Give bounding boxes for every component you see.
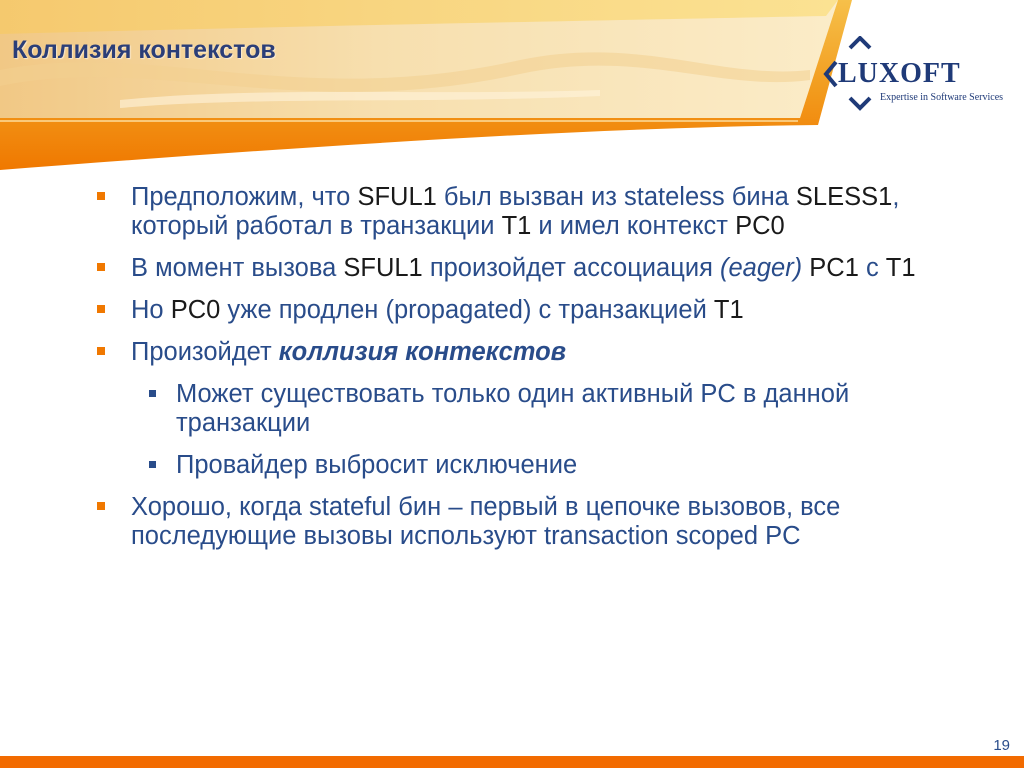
keyword: SFUL1	[343, 254, 423, 282]
bullet-text: уже продлен (propagated) с транзакцией	[220, 296, 714, 324]
bullet-text: В момент вызова	[131, 254, 344, 282]
keyword: T1	[501, 212, 532, 240]
sub-bullet-text: Провайдер выбросит исключение	[176, 451, 578, 479]
bullet-text: Предположим, что	[131, 183, 358, 211]
bullet-text: Но	[131, 296, 171, 324]
sub-bullet-text: Может существовать только один активный PC в данной транзакции	[176, 380, 850, 437]
bullet-item	[0, 183, 1024, 241]
bullet-marker	[97, 347, 105, 355]
bullet-marker	[97, 263, 105, 271]
sub-bullet-marker	[149, 390, 156, 397]
bullet-marker	[97, 305, 105, 313]
bullet-text: Хорошо, когда stateful бин – первый в цепочке вызовов, все последующие вызовы используют transaction scoped PC	[131, 493, 841, 550]
bullet-text: был вызван из stateless бина	[436, 183, 796, 211]
keyword: SLESS1	[795, 183, 893, 211]
page-number: 19	[993, 737, 1010, 754]
logo-brand: LUXOFT	[838, 58, 961, 89]
keyword: T1	[713, 296, 744, 324]
bullet-marker	[97, 502, 105, 510]
bullet-item	[0, 338, 1024, 367]
sub-bullet-marker	[149, 461, 156, 468]
slide-title: Коллизия контекстов	[12, 36, 276, 64]
bullet-marker	[97, 192, 105, 200]
bullet-text: , который работал в транзакции	[131, 183, 900, 240]
sub-bullet-item	[0, 380, 1024, 438]
emphasis-term: коллизия контекстов	[278, 338, 567, 366]
logo-tagline: Expertise in Software Services	[880, 92, 1004, 103]
keyword: T1	[885, 254, 916, 282]
bullet-item	[0, 493, 1024, 551]
slide-body	[0, 183, 1024, 564]
bullet-text: и имел контекст	[531, 212, 736, 240]
sub-bullet-item	[0, 451, 1024, 480]
keyword: PC0	[170, 296, 221, 324]
bullet-text: произойдет ассоциация	[422, 254, 720, 282]
keyword: PC0	[735, 212, 785, 240]
bullet-text: Произойдет	[131, 338, 279, 366]
luxoft-logo	[820, 36, 1010, 118]
italic-term: (eager)	[719, 254, 803, 282]
bullet-item	[0, 296, 1024, 325]
bullet-text: с	[858, 254, 886, 282]
keyword: SFUL1	[357, 183, 437, 211]
footer-bar	[0, 756, 1024, 768]
bullet-item	[0, 254, 1024, 283]
keyword: PC1	[809, 254, 859, 282]
